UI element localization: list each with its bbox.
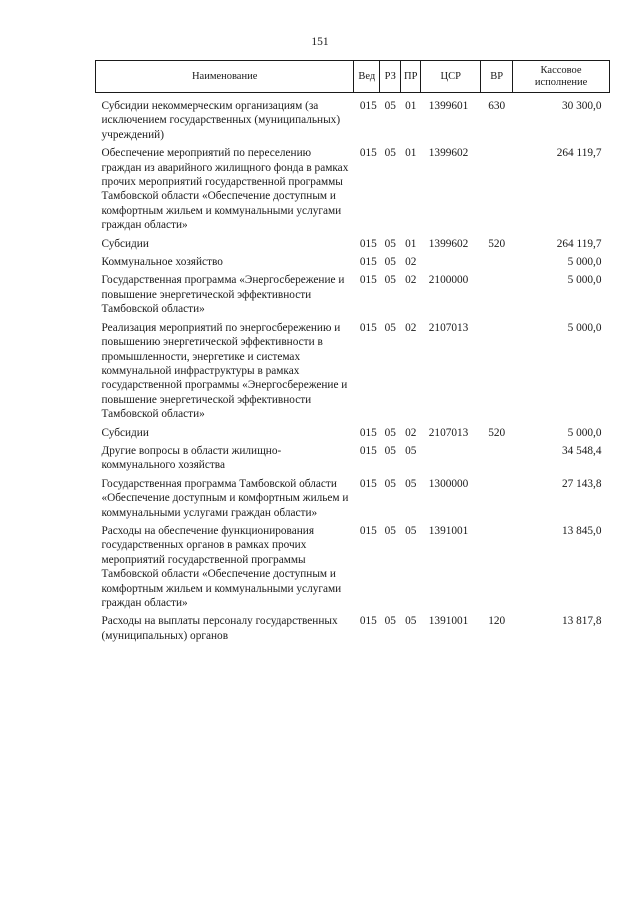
row-ved: 015	[359, 524, 377, 537]
page-number: 151	[311, 36, 329, 48]
row-name: Обеспечение мероприятий по переселению граждан из аварийного жилищного фонда в рамках прочих мероприятий государственной программы Тамбовской области «Обеспечение доступным и комфортным жильем и коммунальными услугами граждан области»	[101, 147, 349, 232]
row-csr: 1391001	[428, 615, 469, 628]
row-amount: 5 000,0	[567, 256, 602, 269]
row-csr: 2100000	[428, 274, 469, 287]
table-body	[96, 93, 610, 648]
row-rz: 05	[384, 321, 396, 334]
row-pr: 01	[405, 237, 417, 250]
row-name: Коммунальное хозяйство	[101, 256, 223, 269]
row-name: Субсидии	[101, 426, 149, 439]
row-rz: 05	[384, 147, 396, 160]
row-name: Государственная программа Тамбовской области «Обеспечение доступным и комфортным жильем и коммунальными услугами граждан области»	[101, 477, 349, 519]
row-vr: 630	[488, 100, 506, 112]
row-rz: 05	[384, 444, 396, 457]
row-rz: 05	[384, 426, 396, 439]
row-ved: 015	[359, 274, 377, 287]
row-csr	[421, 444, 481, 477]
row-amount: 264 119,7	[556, 237, 602, 250]
table-row	[96, 255, 610, 273]
table-row	[96, 477, 610, 524]
row-vr: 120	[488, 615, 506, 628]
row-ved: 015	[359, 237, 377, 250]
row-rz: 05	[384, 274, 396, 287]
table-row	[96, 321, 610, 426]
row-csr	[421, 255, 481, 273]
table-row	[96, 524, 610, 614]
row-amount: 13 817,8	[561, 615, 602, 628]
row-amount: 13 845,0	[561, 524, 602, 537]
row-vr	[481, 444, 513, 477]
header-csr: ЦСР	[421, 61, 481, 93]
row-vr	[481, 255, 513, 273]
table-row	[96, 273, 610, 320]
budget-table	[95, 60, 610, 647]
row-vr: 520	[488, 426, 506, 439]
row-name: Реализация мероприятий по энергосбережению и повышению энергетической эффективности в промышленности, энергетике и системах коммунальной инфраструктуры в рамках государственной программы «Энергосбережение и повышение энергетической эффективности Тамбовской области»	[101, 321, 348, 421]
row-vr: 520	[488, 237, 506, 250]
row-amount: 30 300,0	[561, 100, 602, 112]
row-name: Другие вопросы в области жилищно-коммунального хозяйства	[101, 444, 282, 472]
row-name: Расходы на обеспечение функционирования государственных органов в рамках прочих мероприятий государственной программы Тамбовской области «Обеспечение доступным и комфортным жильем и коммунальными услугами граждан области»	[101, 524, 342, 609]
row-name: Субсидии некоммерческим организациям (за исключением государственных (муниципальных) учреждений)	[101, 100, 341, 141]
row-pr: 01	[405, 100, 417, 112]
row-amount: 5 000,0	[567, 426, 602, 439]
row-ved: 015	[359, 147, 377, 160]
row-pr: 02	[405, 274, 417, 287]
header-vr: ВР	[481, 61, 513, 93]
row-csr: 1399602	[428, 147, 469, 160]
table-row	[96, 237, 610, 255]
header-rz: РЗ	[380, 61, 401, 93]
row-amount: 27 143,8	[561, 477, 602, 490]
row-rz: 05	[384, 524, 396, 537]
row-csr: 2107013	[428, 321, 469, 334]
row-name: Субсидии	[101, 237, 149, 250]
row-csr: 1391001	[428, 524, 469, 537]
row-rz: 05	[384, 256, 396, 269]
table-row	[96, 93, 610, 147]
row-amount: 34 548,4	[561, 444, 602, 457]
row-ved: 015	[359, 256, 377, 269]
table-header	[96, 61, 610, 93]
table-row	[96, 426, 610, 444]
header-pr: ПР	[401, 61, 421, 93]
row-csr: 2107013	[428, 426, 469, 439]
row-rz: 05	[384, 237, 396, 250]
row-amount: 5 000,0	[567, 321, 602, 334]
row-pr: 02	[405, 321, 417, 334]
row-vr	[481, 146, 513, 236]
row-pr: 01	[405, 147, 417, 160]
row-ved: 015	[359, 477, 377, 490]
row-vr	[481, 524, 513, 614]
row-rz: 05	[384, 100, 396, 112]
row-amount: 264 119,7	[556, 147, 602, 160]
row-pr: 05	[405, 477, 417, 490]
header-name: Наименование	[96, 61, 354, 93]
row-vr	[481, 273, 513, 320]
row-name: Расходы на выплаты персоналу государственных (муниципальных) органов	[101, 615, 338, 642]
row-csr: 1399602	[428, 237, 469, 250]
row-ved: 015	[359, 444, 377, 457]
row-rz: 05	[384, 615, 396, 628]
row-name: Государственная программа «Энергосбережение и повышение энергетической эффективности Тамбовской области»	[101, 274, 345, 316]
row-ved: 015	[359, 100, 377, 112]
row-csr: 1300000	[428, 477, 469, 490]
row-ved: 015	[359, 426, 377, 439]
row-vr	[481, 477, 513, 524]
row-vr	[481, 321, 513, 426]
row-pr: 02	[405, 256, 417, 269]
row-pr: 02	[405, 426, 417, 439]
row-pr: 05	[405, 444, 417, 457]
row-pr: 05	[405, 524, 417, 537]
table-row	[96, 444, 610, 477]
row-ved: 015	[359, 615, 377, 628]
table-row	[96, 146, 610, 236]
row-pr: 05	[405, 615, 417, 628]
table-row	[96, 614, 610, 647]
row-rz: 05	[384, 477, 396, 490]
header-ved: Вед	[354, 61, 380, 93]
header-amount: Кассовое исполнение	[513, 61, 610, 93]
row-csr: 1399601	[428, 100, 469, 112]
row-amount: 5 000,0	[567, 274, 602, 287]
row-ved: 015	[359, 321, 377, 334]
